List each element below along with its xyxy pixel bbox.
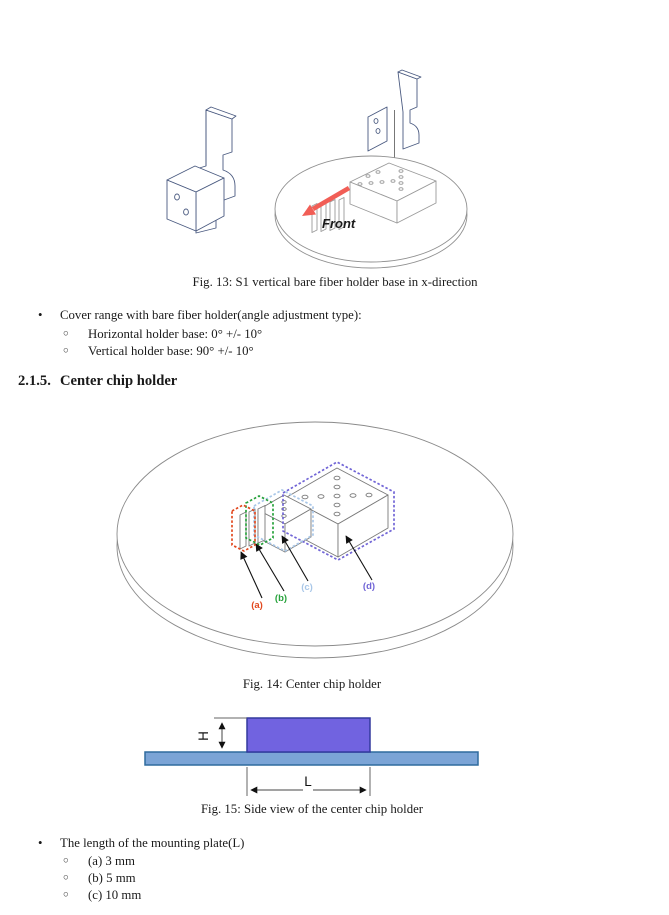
label-b: (b): [274, 593, 288, 604]
circle-marker: ○: [63, 329, 69, 339]
front-label: Front: [322, 216, 356, 231]
fig15-caption: Fig. 15: Side view of the center chip holder: [200, 802, 424, 816]
bullet-marker: •: [38, 308, 43, 322]
fig13-left-bracket: [167, 107, 236, 233]
list1-subitem-2: [0, 344, 669, 361]
list2-subitem-3-text: (c) 10 mm: [88, 888, 142, 902]
section-title: Center chip holder: [60, 373, 178, 389]
section-number: 2.1.5.: [18, 373, 51, 389]
section-heading: [0, 373, 669, 391]
list2-subitem-2-text: (b) 5 mm: [88, 871, 136, 885]
label-c: (c): [301, 582, 313, 593]
label-a: (a): [251, 600, 263, 611]
circle-marker: ○: [63, 856, 69, 866]
list1-subitem-1: [0, 327, 669, 344]
height-dimension: [214, 718, 247, 748]
fig14-caption: Fig. 14: Center chip holder: [242, 677, 382, 691]
list2-item-text: The length of the mounting plate(L): [60, 836, 245, 850]
chip-holder-block: [247, 718, 370, 752]
circle-marker: ○: [63, 890, 69, 900]
list2-item: [0, 836, 669, 853]
list1-subitem-1-text: Horizontal holder base: 0° +/- 10°: [88, 327, 263, 341]
list2-subitem-1: [0, 854, 669, 871]
fig13-caption: Fig. 13: S1 vertical bare fiber holder base in x-direction: [192, 275, 478, 289]
bullet-marker: •: [38, 836, 43, 850]
length-label: L: [304, 774, 312, 789]
list2-subitem-2: [0, 871, 669, 888]
label-d: (d): [362, 581, 376, 592]
fig15-drawing: [145, 718, 478, 796]
fig13-drawing: [167, 70, 467, 268]
list1-subitem-2-text: Vertical holder base: 90° +/- 10°: [88, 344, 254, 358]
list1-item-text: Cover range with bare fiber holder(angle adjustment type):: [60, 308, 362, 322]
fig14-drawing: [117, 422, 513, 658]
circle-marker: ○: [63, 346, 69, 356]
list2-subitem-1-text: (a) 3 mm: [88, 854, 135, 868]
height-label: H: [196, 731, 211, 741]
list2-subitem-3: [0, 888, 669, 905]
mounting-plate: [145, 752, 478, 765]
list1-item: [0, 308, 669, 325]
bracket2-arm: [398, 72, 419, 149]
circle-marker: ○: [63, 873, 69, 883]
